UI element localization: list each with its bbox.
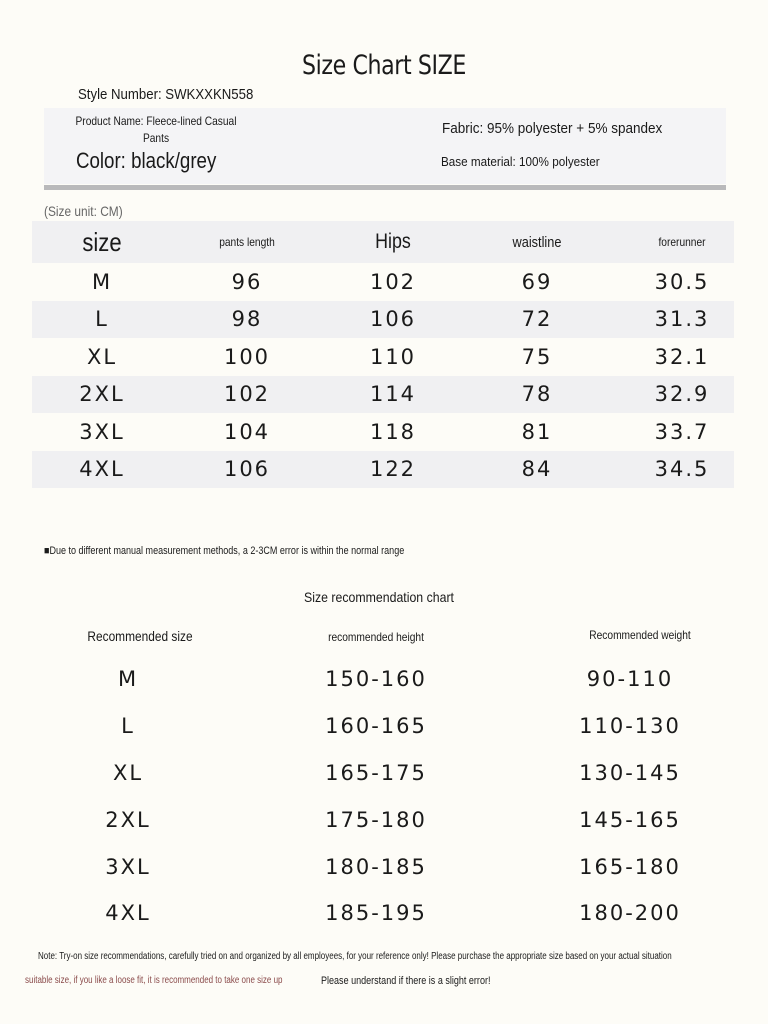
column-header-recommended-weight: Recommended weight <box>589 628 691 642</box>
fabric-composition: Fabric: 95% polyester + 5% spandex <box>442 120 663 137</box>
table-row <box>32 376 734 414</box>
hips-cell: 118 <box>369 419 417 444</box>
size-table <box>32 221 734 488</box>
size-cell: 3XL <box>79 419 125 444</box>
recommendation-table <box>0 656 768 937</box>
column-header-forerunner: forerunner <box>658 235 706 249</box>
recommended-height-cell: 180-185 <box>325 854 427 879</box>
loose-fit-note: suitable size, if you like a loose fit, it is recommended to take one size up <box>25 975 283 986</box>
table-row <box>0 890 768 937</box>
size-cell: L <box>95 307 109 332</box>
table-row <box>0 656 768 703</box>
waistline-cell: 69 <box>521 269 553 294</box>
hips-cell: 110 <box>369 344 417 369</box>
info-divider <box>44 185 726 190</box>
page-title: Size Chart SIZE <box>302 50 466 81</box>
recommended-weight-cell: 130-145 <box>579 760 681 785</box>
recommended-height-cell: 185-195 <box>325 901 427 926</box>
recommended-weight-cell: 110-130 <box>579 714 681 739</box>
recommended-size-cell: XL <box>112 760 144 785</box>
size-table-header <box>32 221 734 263</box>
pants-length-cell: 104 <box>223 419 271 444</box>
forerunner-cell: 33.7 <box>654 419 710 444</box>
pants-length-cell: 98 <box>231 307 263 332</box>
column-header-hips: Hips <box>375 230 411 253</box>
recommended-size-cell: 3XL <box>105 854 151 879</box>
recommended-size-cell: 2XL <box>105 807 151 832</box>
recommended-weight-cell: 145-165 <box>579 807 681 832</box>
recommendation-title: Size recommendation chart <box>304 589 454 605</box>
hips-cell: 106 <box>369 307 417 332</box>
table-row <box>0 703 768 750</box>
style-number: Style Number: SWKXXKN558 <box>78 86 254 103</box>
base-material: Base material: 100% polyester <box>441 154 600 169</box>
table-row <box>32 338 734 376</box>
recommended-height-cell: 165-175 <box>325 760 427 785</box>
waistline-cell: 84 <box>521 457 553 482</box>
forerunner-cell: 32.9 <box>654 382 710 407</box>
recommended-weight-cell: 180-200 <box>579 901 681 926</box>
waistline-cell: 72 <box>521 307 553 332</box>
waistline-cell: 78 <box>521 382 553 407</box>
recommended-height-cell: 150-160 <box>325 667 427 692</box>
recommended-size-cell: 4XL <box>105 901 151 926</box>
table-row <box>32 451 734 489</box>
table-row <box>0 796 768 843</box>
forerunner-cell: 30.5 <box>654 269 710 294</box>
waistline-cell: 81 <box>521 419 553 444</box>
pants-length-cell: 100 <box>223 344 271 369</box>
recommended-size-cell: M <box>117 667 139 692</box>
size-cell: 4XL <box>79 457 125 482</box>
hips-cell: 102 <box>369 269 417 294</box>
measurement-error-note: ■Due to different manual measurement methods, a 2-3CM error is within the normal range <box>44 545 405 557</box>
column-header-recommended-size: Recommended size <box>87 628 193 644</box>
column-header-recommended-height: recommended height <box>328 630 424 644</box>
table-row <box>32 301 734 339</box>
product-color: Color: black/grey <box>76 148 217 173</box>
forerunner-cell: 32.1 <box>654 344 710 369</box>
recommended-size-cell: L <box>121 714 135 739</box>
size-cell: M <box>91 269 113 294</box>
hips-cell: 122 <box>369 457 417 482</box>
forerunner-cell: 31.3 <box>654 307 710 332</box>
pants-length-cell: 96 <box>231 269 263 294</box>
table-row <box>0 843 768 890</box>
size-cell: XL <box>86 344 118 369</box>
column-header-pants-length: pants length <box>219 235 275 249</box>
recommended-height-cell: 175-180 <box>325 807 427 832</box>
size-unit-label: (Size unit: CM) <box>44 203 123 219</box>
pants-length-cell: 106 <box>223 457 271 482</box>
pants-length-cell: 102 <box>223 382 271 407</box>
column-header-waistline: waistline <box>512 233 562 251</box>
product-name: Product Name: Fleece-lined Casual Pants <box>75 114 237 145</box>
recommended-height-cell: 160-165 <box>325 714 427 739</box>
column-header-size: size <box>82 226 122 257</box>
apology-note: Please understand if there is a slight error! <box>321 975 491 987</box>
table-row <box>0 750 768 797</box>
size-cell: 2XL <box>79 382 125 407</box>
table-row <box>32 263 734 301</box>
waistline-cell: 75 <box>521 344 553 369</box>
footer-note: Note: Try-on size recommendations, carefully tried on and organized by all employees, for your reference only! Please purchase the appropriate size based on your actual situation <box>38 951 672 962</box>
recommended-weight-cell: 165-180 <box>579 854 681 879</box>
hips-cell: 114 <box>369 382 417 407</box>
table-row <box>32 413 734 451</box>
forerunner-cell: 34.5 <box>654 457 710 482</box>
recommended-weight-cell: 90-110 <box>586 667 674 692</box>
